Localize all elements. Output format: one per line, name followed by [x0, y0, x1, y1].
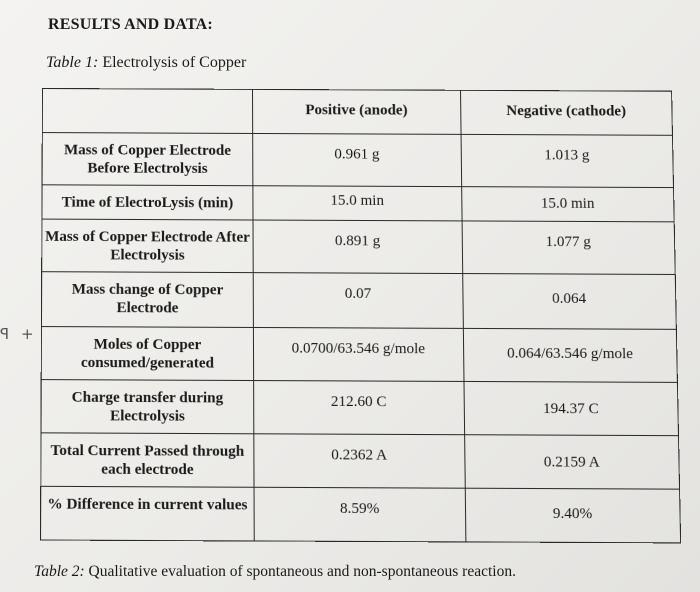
anode-value: 0.2362 A: [254, 434, 465, 488]
table2-caption-text: Qualitative evaluation of spontaneous and non-spontaneous reaction.: [84, 563, 516, 580]
table1-caption: [46, 54, 246, 72]
anode-value: 0.07: [253, 273, 463, 329]
table-row: [42, 219, 676, 274]
row-label: Charge transfer during Electrolysis: [41, 380, 254, 434]
anode-value: 0.891 g: [253, 220, 462, 274]
cathode-value: 1.077 g: [462, 221, 676, 275]
anode-value: 15.0 min: [253, 186, 462, 221]
row-label: Mass change of Copper Electrode: [41, 272, 253, 328]
anode-value: 212.60 C: [254, 381, 465, 435]
cathode-value: 15.0 min: [461, 187, 674, 222]
row-label: % Difference in current values: [41, 486, 255, 541]
cathode-value: 194.37 C: [464, 381, 679, 435]
cathode-value: 0.064: [462, 274, 676, 330]
table-row: [41, 380, 678, 436]
anode-value: 8.59%: [254, 487, 465, 542]
row-label: Mass of Copper Electrode After Electrolysis: [42, 219, 254, 273]
anode-value: 0.961 g: [253, 133, 462, 186]
table1-caption-label: Table 1:: [46, 54, 99, 71]
table-row: [41, 272, 676, 330]
cathode-value: 9.40%: [465, 488, 681, 543]
table-header-row: [42, 89, 672, 136]
electrolysis-table: [40, 88, 681, 543]
header-anode: Positive (anode): [253, 89, 461, 134]
table-row: [41, 433, 680, 489]
header-cathode: Negative (cathode): [460, 90, 672, 135]
table2-caption-label: Table 2:: [34, 563, 85, 580]
row-label: Time of ElectroLysis (min): [42, 185, 253, 220]
row-label: Total Current Passed through each electrode: [41, 433, 254, 487]
cathode-value: 0.064/63.546 g/mole: [463, 328, 677, 382]
row-label: Moles of Copper consumed/generated: [41, 327, 253, 381]
table1-caption-text: Electrolysis of Copper: [98, 54, 247, 71]
cathode-value: 1.013 g: [461, 134, 674, 187]
table2-caption: [34, 563, 516, 581]
header-blank-cell: [42, 89, 252, 134]
row-label: Mass of Copper Electrode Before Electrolysis: [42, 133, 253, 186]
margin-plus-icon: +: [21, 325, 34, 343]
section-heading: RESULTS AND DATA:: [48, 16, 213, 33]
margin-mark: [0, 325, 34, 343]
table-row: [41, 486, 681, 543]
margin-glyph: ꟼ: [0, 325, 10, 343]
table-row: [41, 327, 677, 383]
table-row: [42, 133, 673, 188]
cathode-value: 0.2159 A: [464, 435, 679, 489]
anode-value: 0.0700/63.546 g/mole: [253, 327, 463, 381]
table-row: [42, 185, 674, 222]
